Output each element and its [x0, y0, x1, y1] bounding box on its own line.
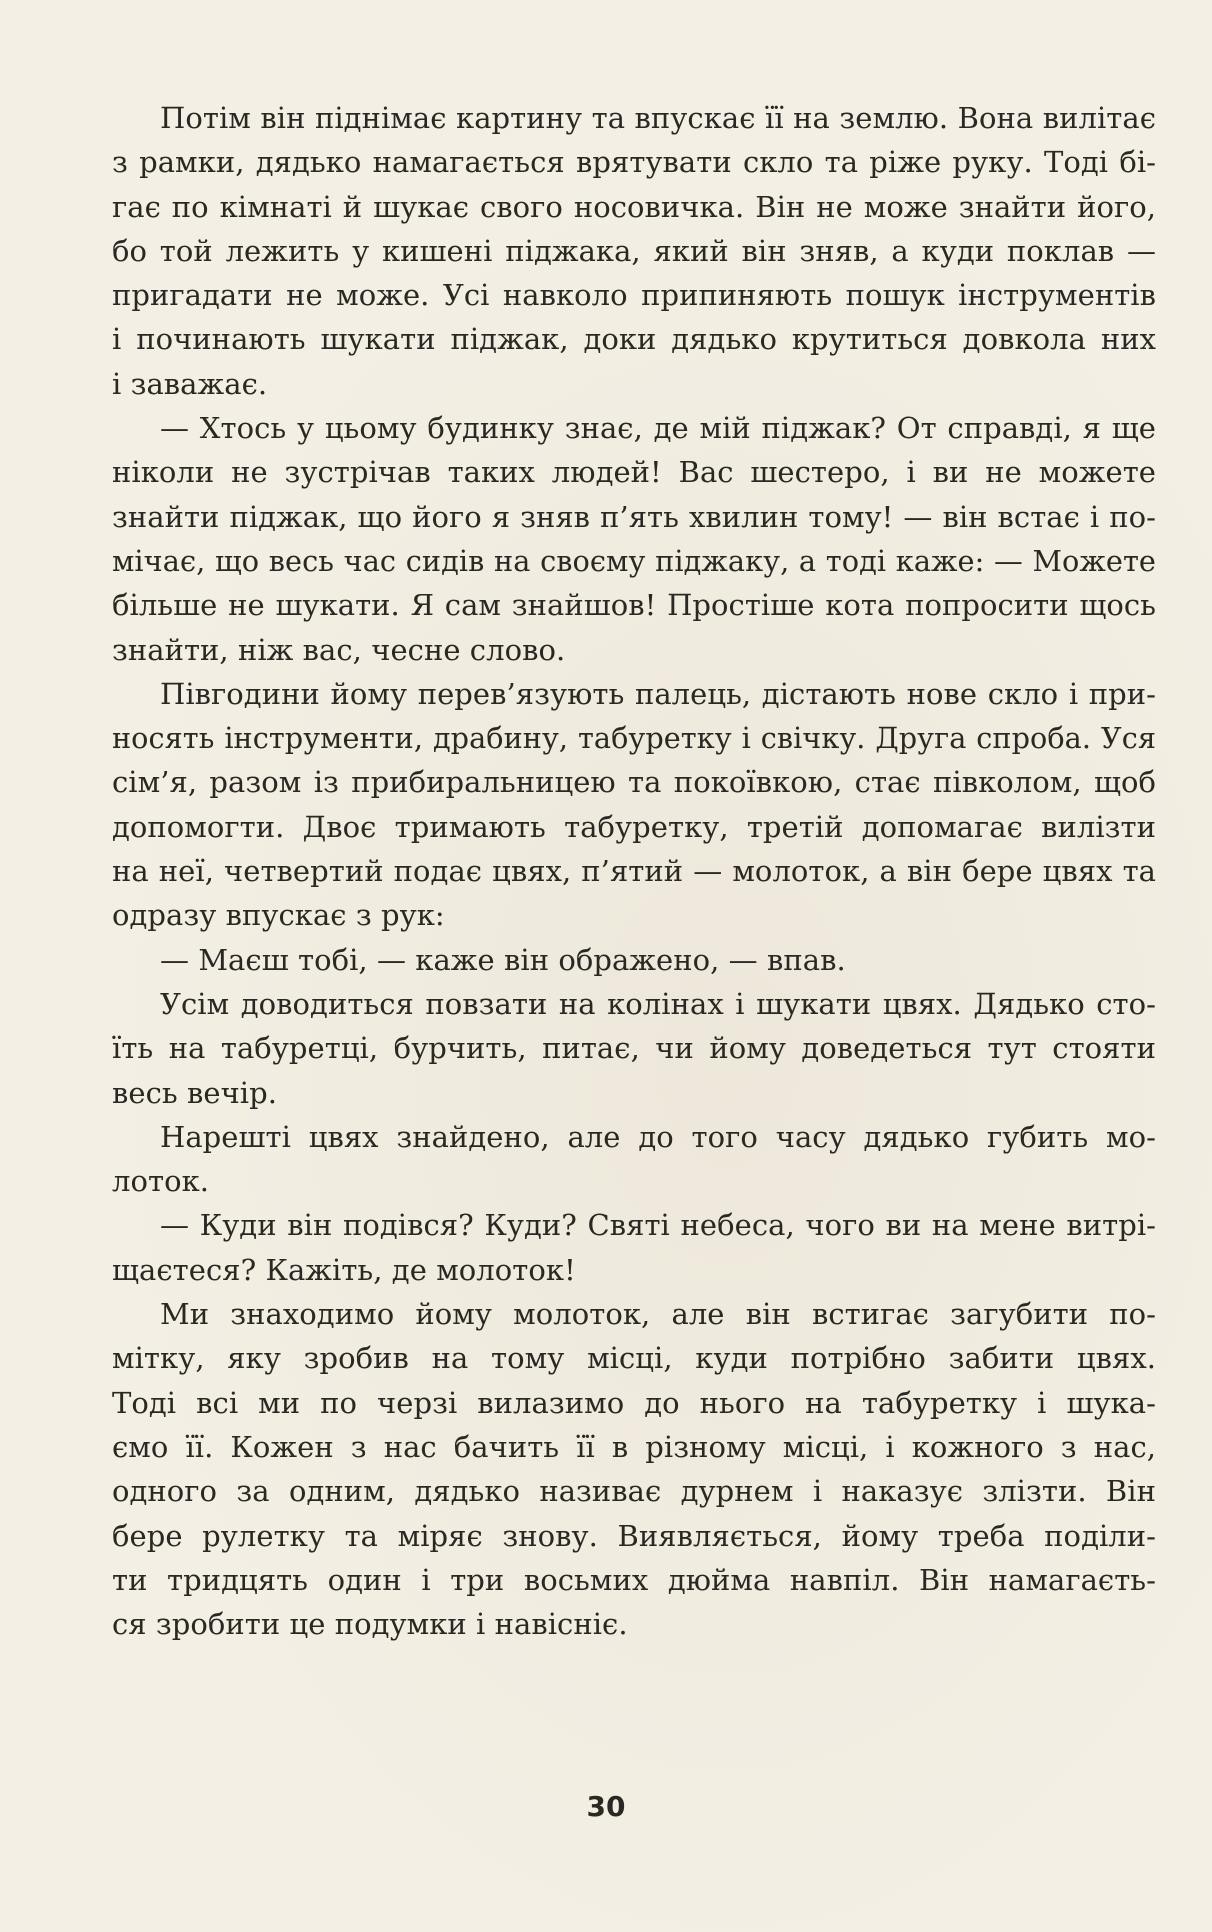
text-line: весь вечір. — [112, 1075, 278, 1110]
text-line: Тоді всі ми по черзі вилазимо до нього на табуретку і шука- — [112, 1385, 1156, 1420]
text-line: — Хтось у цьому будинку знає, де мій піджак? От справді, я ще — [160, 411, 1156, 446]
text-line: на неї, четвертий подає цвях, п’ятий — молоток, а він бере цвях та — [112, 854, 1156, 889]
text-line: ніколи не зустрічав таких людей! Вас шестеро, і ви не можете — [112, 455, 1156, 490]
text-line: знайти піджак, що його я зняв п’ять хвилин тому! — він встає і по- — [112, 499, 1156, 534]
text-line: лоток. — [112, 1164, 210, 1199]
text-line: мітку, яку зробив на тому місці, куди потрібно забити цвях. — [112, 1341, 1156, 1376]
text-line: одного за одним, дядько називає дурнем і наказує злізти. Він — [112, 1474, 1156, 1509]
text-line: і заважає. — [112, 366, 268, 401]
text-line: Усім доводиться повзати на колінах і шукати цвях. Дядько сто- — [160, 986, 1156, 1021]
text-line: бо той лежить у кишені піджака, який він зняв, а куди поклав — — [112, 233, 1156, 268]
text-line: — Куди він подівся? Куди? Святі небеса, чого ви на мене витрі- — [160, 1208, 1156, 1243]
page-number: 30 — [586, 1790, 626, 1823]
text-line: сім’я, разом із прибиральницею та покоївкою, стає півколом, щоб — [112, 765, 1156, 800]
text-line: пригадати не може. Усі навколо припиняють пошук інструментів — [112, 278, 1156, 313]
text-line: з рамки, дядько намагається врятувати скло та ріже руку. Тоді бі- — [112, 145, 1156, 180]
text-line: допомогти. Двоє тримають табуретку, третій допомагає вилізти — [112, 809, 1156, 844]
text-line: Ми знаходимо йому молоток, але він встигає загубити по- — [160, 1297, 1156, 1332]
text-line: одразу впускає з рук: — [112, 898, 445, 933]
text-line: ся зробити це подумки і навісніє. — [112, 1607, 628, 1642]
text-line: ти тридцять один і три восьмих дюйма навпіл. Він намагаєть- — [112, 1562, 1156, 1597]
text-line: щаєтеся? Кажіть, де молоток! — [112, 1252, 576, 1287]
text-line: і починають шукати піджак, доки дядько крутиться довкола них — [112, 322, 1156, 357]
text-line: бере рулетку та міряє знову. Виявляється, йому треба поділи- — [112, 1518, 1156, 1553]
text-line: гає по кімнаті й шукає свого носовичка. Він не може знайти його, — [112, 189, 1156, 224]
text-line: носять інструменти, драбину, табуретку і свічку. Друга спроба. Уся — [112, 721, 1156, 756]
text-line: — Маєш тобі, — каже він ображено, — впав. — [160, 942, 846, 977]
body-text — [112, 96, 1156, 1646]
text-line: знайти, ніж вас, чесне слово. — [112, 632, 566, 667]
text-line: Потім він піднімає картину та впускає її на землю. Вона вилітає — [160, 101, 1156, 135]
text-line: ємо її. Кожен з нас бачить її в різному місці, і кожного з нас, — [112, 1429, 1156, 1464]
text-line: більше не шукати. Я сам знайшов! Простіше кота попросити щось — [112, 588, 1156, 623]
text-line: Нарешті цвях знайдено, але до того часу дядько губить мо- — [160, 1119, 1156, 1154]
text-line: мічає, що весь час сидів на своєму піджаку, а тоді каже: — Можете — [112, 543, 1156, 578]
text-line: їть на табуретці, бурчить, питає, чи йому доведеться тут стояти — [112, 1031, 1156, 1066]
text-line: Півгодини йому перев’язують палець, дістають нове скло і при- — [160, 676, 1156, 711]
